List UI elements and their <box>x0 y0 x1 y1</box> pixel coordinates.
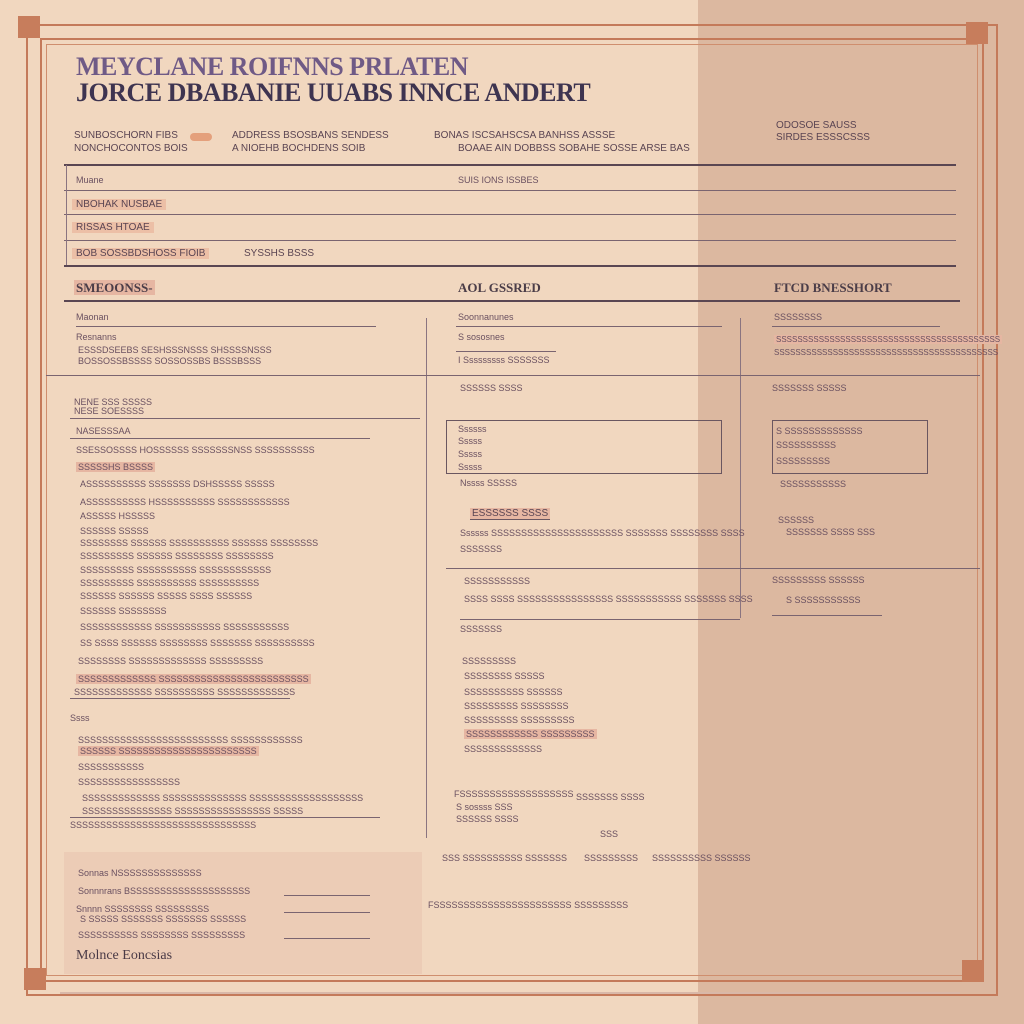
right-signature: S SSSSSSSSSSS <box>786 595 861 605</box>
document-title-line-2: JORCE DBABANIE UUABS INNCE ANDERT <box>76 78 591 107</box>
mid-paragraph: Ssssss SSSSSSSSSSSSSSSSSSSSSS SSSSSSS SSSSSSSS SSSS <box>460 528 745 538</box>
mid-label-d: SSSSSS SSSS <box>460 383 523 393</box>
signed-by-name: Molnce Eoncsias <box>76 948 173 963</box>
signature-blank-line[interactable] <box>284 895 370 896</box>
mid-box-line: Sssss <box>458 462 483 472</box>
left-text-line: SSSSSSSSS SSSSSSSSSS SSSSSSSSSSSS <box>80 565 272 575</box>
right-label-b: SSSSSSS SSSSS <box>772 383 847 393</box>
signature-blank-line[interactable] <box>284 912 370 913</box>
right-after-box: SSSSSSSSSSS <box>780 479 847 489</box>
left-field-line: SSESSOSSSS HOSSSSSS SSSSSSSNSS SSSSSSSSSS <box>76 445 315 455</box>
right-box-line: SSSSSSSSS <box>776 456 831 466</box>
column-divider-2 <box>740 318 741 618</box>
left-sub-label-2: NESE SOESSSS <box>74 406 145 416</box>
left-text-line: SSSSSSSSSSS <box>78 762 145 772</box>
right-rule <box>772 615 882 616</box>
left-text-line: ASSSSSSSSSS SSSSSSS DSHSSSSS SSSSS <box>80 479 275 489</box>
signature-blank-line[interactable] <box>284 938 370 939</box>
section-heading-mid: AOL GSSRED <box>458 280 541 295</box>
mid-after-box: Nssss SSSSS <box>460 478 518 488</box>
header-mid-label: ADDRESS BSOSBANS SENDESS <box>232 130 389 141</box>
mid-footer-line: S sossss SSS <box>456 802 513 812</box>
column-divider-1 <box>426 318 427 838</box>
corner-ornament-tr <box>966 22 988 44</box>
mid-tab-1: SSS SSSSSSSSSS SSSSSSS <box>442 853 568 863</box>
right-line-1: SSSSSSSSSSSSSSSSSSSSSSSSSSSSSSSSSSSSSSSSSS <box>776 335 1001 344</box>
signature-line-3: Snnnn SSSSSSSS SSSSSSSSS <box>76 904 210 914</box>
signature-line-5: SSSSSSSSSS SSSSSSSS SSSSSSSSS <box>78 930 246 940</box>
mid-tab-3: SSSSSSSSSS SSSSSS <box>652 853 751 863</box>
mid-rule <box>456 351 556 352</box>
right-label-a: SSSSSSSS <box>774 312 823 322</box>
left-rule <box>70 698 290 699</box>
table-col2-header: SUIS IONS ISSBES <box>458 175 539 185</box>
left-rule <box>70 438 370 439</box>
header-far-right-sub: SIRDES ESSSCSSS <box>776 132 870 143</box>
section-heading-right: FTCD BNESSHORT <box>774 280 892 295</box>
mid-paragraph: SSSSSSS <box>460 624 503 634</box>
signature-line-4: S SSSSS SSSSSSS SSSSSSS SSSSSS <box>80 914 247 924</box>
right-line-2: SSSSSSSSSSSSSSSSSSSSSSSSSSSSSSSSSSSSSSSSSS <box>774 348 999 357</box>
header-right-label: BONAS ISCSAHSCSA BANHSS ASSSE <box>434 130 616 141</box>
table-rule <box>64 240 956 241</box>
table-row-1: NBOHAK NUSBAE <box>72 199 166 210</box>
mid-footer-note: FSSSSSSSSSSSSSSSSSSSSSSS SSSSSSSSS <box>428 900 629 910</box>
header-mid-sub: A NIOEHB BOCHDENS SOIB <box>232 143 366 154</box>
left-text-line: SSSSSS SSSSSS SSSSS SSSS SSSSSS <box>80 591 253 601</box>
mid-subhead: ESSSSSS SSSS <box>472 508 549 519</box>
mid-label-c: I Sssssssss SSSSSSS <box>458 355 550 365</box>
mid-footer-small: SSS <box>600 829 619 839</box>
left-rule <box>70 817 380 818</box>
header-right-sub: BOAAE AIN DOBBSS SOBAHE SOSSE ARSE BAS <box>458 143 690 154</box>
mid-label-b: S sososnes <box>458 332 505 342</box>
left-rule <box>70 418 420 419</box>
left-text-line: SSSSSSSSSSSSSSSSSSSSSSSSSSSSSSS <box>70 820 257 830</box>
left-group-label: SSSSSHS BSSSS <box>78 462 154 472</box>
mid-page-rule <box>46 375 980 376</box>
mid-footer-label: FSSSSSSSSSSSSSSSSSSS <box>454 789 574 799</box>
left-text-line: SSSSSS SSSSSSSSSSSSSSSSSSSSSSS <box>80 746 257 756</box>
left-line-2: BOSSOSSBSSSS SOSSOSSBS BSSSBSSS <box>78 356 262 366</box>
corner-ornament-bl <box>24 968 46 990</box>
left-line-1: ESSSDSEEBS SESHSSSNSSS SHSSSSNSSS <box>78 345 272 355</box>
mid-rule <box>446 568 980 569</box>
section-rule <box>64 300 960 302</box>
mid-list-item: SSSSSSSSS SSSSSSSS <box>464 701 569 711</box>
left-rule <box>76 326 376 327</box>
left-label-b: Resnanns <box>76 332 117 342</box>
right-box-line: S SSSSSSSSSSSSS <box>776 426 863 436</box>
left-short-label: Ssss <box>70 713 90 723</box>
mid-paragraph: SSSS SSSS SSSSSSSSSSSSSSSS SSSSSSSSSSS SSSSSSS SSSS <box>464 594 753 604</box>
document-title-line-1: MEYCLANE ROIFNNS PRLATEN <box>76 52 468 81</box>
mid-rule <box>456 326 722 327</box>
highlight-pill <box>190 133 212 141</box>
mid-footer-line: SSSSSS SSSS <box>456 814 519 824</box>
left-text-line: SSSSSS SSSSSSSS <box>80 606 167 616</box>
mid-list-item: SSSSSSSSS SSSSSSSSS <box>464 715 575 725</box>
section-heading-left: SMEOONSS- <box>76 280 153 295</box>
left-text-line: SSSSSSSSSSSSS SSSSSSSSSSSSSSSSSSSSSSSSS <box>78 674 309 684</box>
left-label-a: Maonan <box>76 312 109 322</box>
left-text-line: SSSSSSSS SSSSSSSSSSSSS SSSSSSSSS <box>78 656 264 666</box>
table-row-3b: SYSSHS BSSS <box>244 248 315 259</box>
corner-ornament-br <box>962 960 984 982</box>
left-text-line: SSSSSSSSSSSS SSSSSSSSSSS SSSSSSSSSSS <box>80 622 290 632</box>
left-text-line: SSSSSSSS SSSSSS SSSSSSSSSS SSSSSS SSSSSSSS <box>80 538 319 548</box>
table-row-2: RISSAS HTOAE <box>72 222 154 233</box>
left-text-line: SSSSSSSSS SSSSSS SSSSSSSS SSSSSSSS <box>80 551 274 561</box>
mid-box-line: Ssssss <box>458 424 487 434</box>
left-text-line: SSSSSSSSSSSSS SSSSSSSSSSSSSS SSSSSSSSSSSSSSSSSSS <box>82 793 364 803</box>
table-bottom-rule <box>64 265 956 267</box>
header-left-sub: NONCHOCONTOS BOIS <box>74 143 188 154</box>
left-text-line: SSSSSSSSSSSSSSS SSSSSSSSSSSSSSSS SSSSS <box>82 806 304 816</box>
left-text-line: SSSSSSSSSSSSSSSSS <box>78 777 181 787</box>
mid-sub-3: SSSSSSSSS <box>462 656 517 666</box>
left-sub-label: NENE SSS SSSSS <box>74 397 153 407</box>
mid-paragraph: SSSSSSS <box>460 544 503 554</box>
mid-list-item: SSSSSSSSSSSS SSSSSSSSS <box>466 729 595 739</box>
left-text-line: ASSSSS HSSSSS <box>80 511 156 521</box>
left-field-label: NASESSSAA <box>76 426 131 436</box>
mid-info-box <box>446 420 722 474</box>
table-rule <box>64 214 956 215</box>
mid-box-line: Sssss <box>458 436 483 446</box>
right-sub-2: SSSSSSS SSSS SSS <box>786 527 876 537</box>
left-text-line: SSSSSSSSS SSSSSSSSSS SSSSSSSSSS <box>80 578 260 588</box>
right-sub-1: SSSSSS <box>778 515 815 525</box>
mid-label-a: Soonnanunes <box>458 312 514 322</box>
header-left-label: SUNBOSCHORN FIBS <box>74 130 178 141</box>
table-row-3a: BOB SOSSBDSHOSS FIOIB <box>72 248 209 259</box>
mid-tab-2: SSSSSSSSS <box>584 853 639 863</box>
mid-footer-right: SSSSSSS SSSS <box>576 792 645 802</box>
table-left-border <box>66 165 67 265</box>
bottom-rule <box>60 992 960 994</box>
right-rule <box>772 326 940 327</box>
right-sub-3: SSSSSSSSS SSSSSS <box>772 575 865 585</box>
left-text-line: SSSSSSSSSSSSSSSSSSSSSSSSS SSSSSSSSSSSS <box>78 735 303 745</box>
left-text-line: ASSSSSSSSSS HSSSSSSSSSS SSSSSSSSSSSS <box>80 497 290 507</box>
left-text-line: SSSSSSSSSSSSS SSSSSSSSSS SSSSSSSSSSSSS <box>74 687 296 697</box>
mid-list-item: SSSSSSSS SSSSS <box>464 671 545 681</box>
mid-box-line: Sssss <box>458 449 483 459</box>
mid-list-item: SSSSSSSSSSSSS <box>464 744 543 754</box>
left-text-line: SS SSSS SSSSSS SSSSSSSS SSSSSSS SSSSSSSSSS <box>80 638 315 648</box>
mid-rule <box>460 619 740 620</box>
mid-sub-2: SSSSSSSSSSS <box>464 576 531 586</box>
signature-line-2: Sonnnrans BSSSSSSSSSSSSSSSSSSSS <box>78 886 251 896</box>
table-col1-header: Muane <box>76 175 104 185</box>
table-top-rule <box>64 164 956 166</box>
corner-ornament-tl <box>18 16 40 38</box>
right-box-line: SSSSSSSSSS <box>776 440 837 450</box>
signature-line-1: Sonnas NSSSSSSSSSSSSSS <box>78 868 202 878</box>
left-text-line: SSSSSS SSSSS <box>80 526 149 536</box>
mid-list-item: SSSSSSSSSS SSSSSS <box>464 687 563 697</box>
header-far-right-label: ODOSOE SAUSS <box>776 120 857 131</box>
table-rule <box>64 190 956 191</box>
